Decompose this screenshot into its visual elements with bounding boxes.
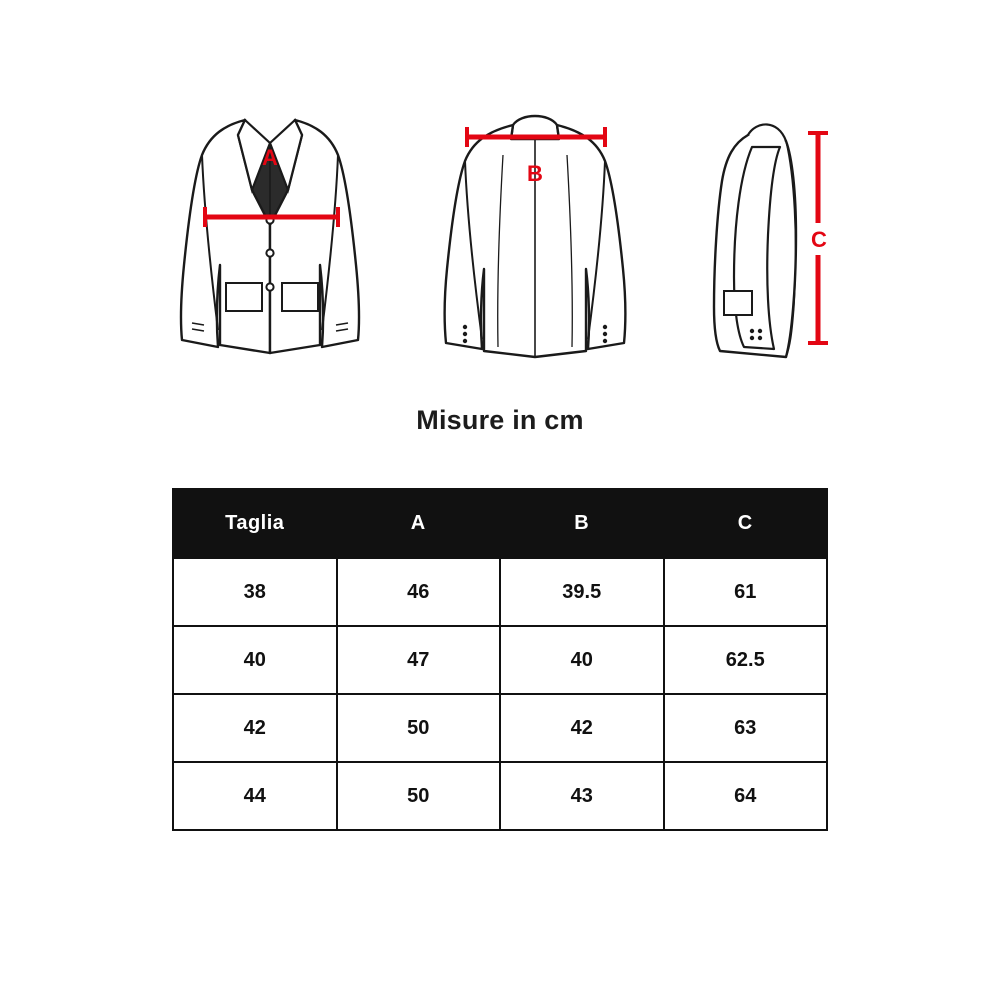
cell-a: 47 [337,626,501,694]
cell-size: 38 [173,558,337,626]
cell-a: 50 [337,762,501,830]
marker-label-b: B [527,161,543,186]
cell-c: 61 [664,558,828,626]
jacket-back-view [435,95,635,390]
marker-label-c: C [811,227,827,252]
table-row [173,626,827,694]
table-header-row [173,489,827,558]
cell-a: 50 [337,694,501,762]
jacket-front-view [170,95,370,390]
cell-c: 62.5 [664,626,828,694]
table-row [173,558,827,626]
size-table-wrapper [172,488,828,831]
jacket-side-view [690,95,880,390]
cell-size: 44 [173,762,337,830]
size-table [172,488,828,831]
cell-c: 64 [664,762,828,830]
table-row [173,762,827,830]
column-header-b: B [500,489,664,558]
table-row [173,694,827,762]
cell-b: 43 [500,762,664,830]
marker-label-a: A [262,145,278,170]
illustrations-row [0,95,1000,385]
column-header-a: A [337,489,501,558]
column-header-c: C [664,489,828,558]
cell-b: 40 [500,626,664,694]
cell-a: 46 [337,558,501,626]
cell-size: 40 [173,626,337,694]
measurement-unit-caption: Misure in cm [416,405,584,435]
cell-b: 42 [500,694,664,762]
cell-size: 42 [173,694,337,762]
column-header-taglia: Taglia [173,489,337,558]
cell-c: 63 [664,694,828,762]
cell-b: 39.5 [500,558,664,626]
